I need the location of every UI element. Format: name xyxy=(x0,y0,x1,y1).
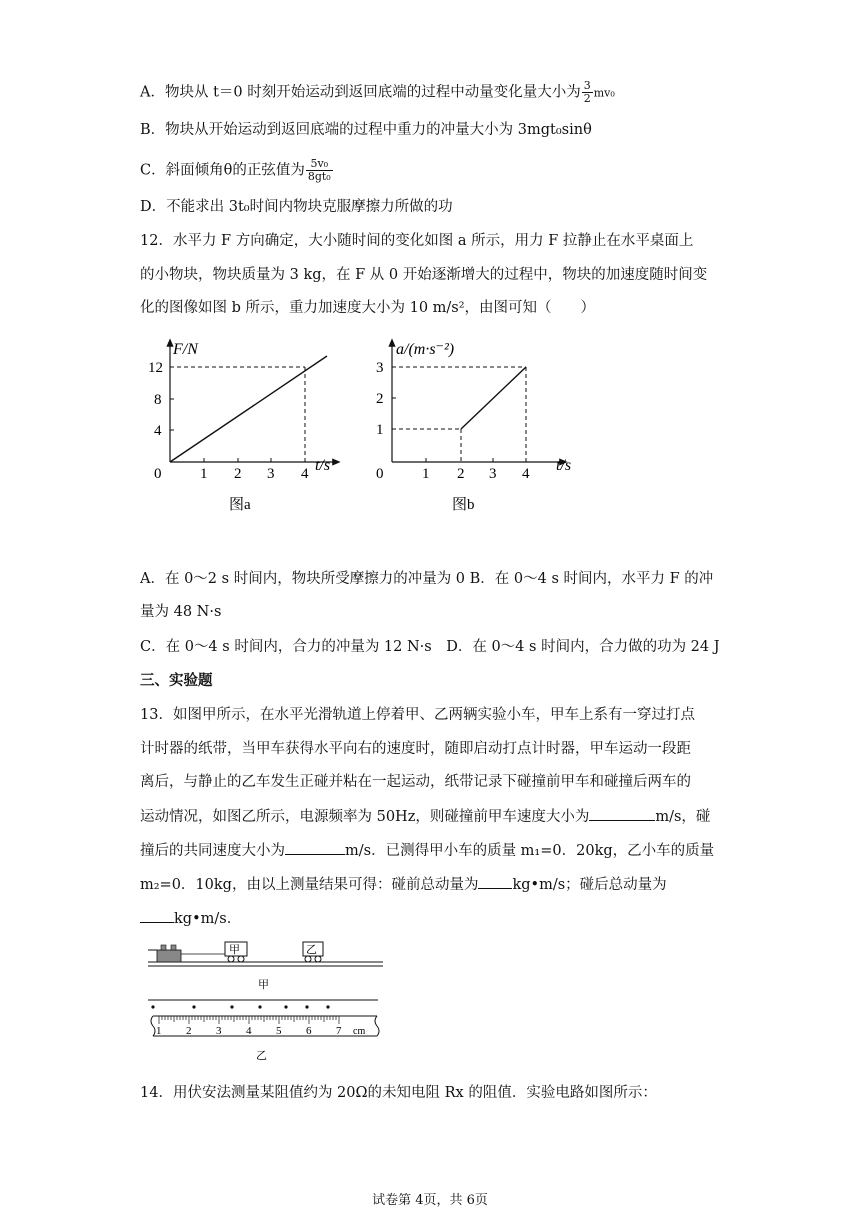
x-tick-marks xyxy=(204,458,271,462)
car-2 xyxy=(303,942,323,962)
figure-a-caption: 图a xyxy=(229,497,251,513)
q11-option-d: D．不能求出 3t₀时间内物块克服摩擦力所做的功 xyxy=(140,199,453,215)
y-tick-label: 4 xyxy=(154,423,162,439)
q13-line-4-text: 运动情况，如图乙所示，电源频率为 50Hz，则碰撞前甲车速度大小为 xyxy=(140,809,590,825)
ruler-tick-label: 5 xyxy=(276,1025,282,1037)
x-tick-label: 4 xyxy=(301,466,309,482)
x-tick-label: 3 xyxy=(489,466,497,482)
ruler-unit: cm xyxy=(353,1026,366,1037)
q13-line-6 xyxy=(140,874,667,895)
q11-option-a xyxy=(140,80,615,105)
x-tick-label: 2 xyxy=(457,466,465,482)
x-tick-marks xyxy=(426,458,493,462)
fraction-denominator: 8gt₀ xyxy=(307,170,331,183)
q13-line-2: 计时器的纸带，当甲车获得水平向右的速度时，随即启动打点计时器，甲车运动一段距 xyxy=(140,741,691,757)
q11-option-a-text: A．物块从 t＝0 时刻开始运动到返回底端的过程中动量变化量大小为 xyxy=(140,84,581,101)
q14-stem: 14．用伏安法测量某阻值约为 20Ω的未知电阻 Rx 的阻值．实验电路如图所示： xyxy=(140,1085,657,1101)
q13-line-4-tail: m/s，碰 xyxy=(655,809,711,825)
origin-label: 0 xyxy=(154,466,162,482)
q13-line-5-text: 撞后的共同速度大小为 xyxy=(140,843,285,859)
fraction xyxy=(306,158,333,183)
q13-line-5 xyxy=(140,840,714,861)
answer-blank-4[interactable] xyxy=(140,908,174,923)
figure-b-caption: 图b xyxy=(452,497,475,513)
q12-stem-line-1: 12．水平力 F 方向确定，大小随时间的变化如图 a 所示，用力 F 拉静止在水平桌面上 xyxy=(140,233,694,249)
fraction-numerator: 3 xyxy=(583,79,591,92)
ruler-tick-label: 2 xyxy=(186,1025,192,1037)
q13-line-1: 13．如图甲所示，在水平光滑轨道上停着甲、乙两辆实验小车，甲车上系有一穿过打点 xyxy=(140,707,695,723)
q13-line-7-text: kg•m/s． xyxy=(174,911,242,927)
ruler-tick-label: 7 xyxy=(336,1025,342,1037)
answer-blank-2[interactable] xyxy=(285,840,345,855)
q11-option-c xyxy=(140,158,334,183)
fraction-numerator: 5v₀ xyxy=(306,158,333,171)
ruler-tick-label: 1 xyxy=(156,1025,162,1037)
car-1 xyxy=(225,942,247,962)
car-1-label: 甲 xyxy=(229,944,240,956)
y-tick-label: 12 xyxy=(148,360,163,376)
ruler xyxy=(151,1016,379,1037)
q11-option-b: B．物块从开始运动到返回底端的过程中重力的冲量大小为 3mgt₀sinθ xyxy=(140,122,592,138)
y-axis-label: a/(m·s⁻²) xyxy=(396,341,455,358)
q12-options-ab: A．在 0～2 s 时间内，物块所受摩擦力的冲量为 0 B．在 0～4 s 时间内，水平力 F 的冲 xyxy=(140,571,714,587)
x-tick-label: 1 xyxy=(200,466,208,482)
x-tick-label: 4 xyxy=(522,466,530,482)
q13-line-6-tail: kg•m/s；碰后总动量为 xyxy=(512,877,667,893)
q13-line-4 xyxy=(140,806,710,827)
figure-a-graph xyxy=(145,338,345,518)
experiment-figure xyxy=(143,936,388,1064)
x-tick-label: 3 xyxy=(267,466,275,482)
y-tick-marks xyxy=(170,399,174,430)
q13-line-7 xyxy=(140,908,241,929)
y-tick-label: 2 xyxy=(376,391,384,407)
force-line xyxy=(170,356,327,462)
ruler-tick-label: 3 xyxy=(216,1025,222,1037)
figure-label-top: 甲 xyxy=(258,979,269,991)
ruler-tick-label: 6 xyxy=(306,1025,312,1037)
x-tick-label: 2 xyxy=(234,466,242,482)
y-tick-label: 1 xyxy=(376,422,384,438)
y-tick-label: 3 xyxy=(376,360,384,376)
q13-line-3: 离后，与静止的乙车发生正碰并粘在一起运动，纸带记录下碰撞前甲车和碰撞后两车的 xyxy=(140,774,691,790)
tape-dots xyxy=(151,1005,329,1008)
fraction-denominator: 2 xyxy=(583,92,591,105)
page-footer: 试卷第 4页，共 6页 xyxy=(372,1193,488,1208)
q12-stem-line-2: 的小物块，物块质量为 3 kg，在 F 从 0 开始逐渐增大的过程中，物块的加速度随时间变 xyxy=(140,267,708,283)
acceleration-line xyxy=(461,367,526,429)
x-axis-label: t/s xyxy=(315,457,331,474)
car-2-label: 乙 xyxy=(306,944,317,956)
q13-line-6-text: m₂=0．10kg，由以上测量结果可得：碰前总动量为 xyxy=(140,877,479,893)
answer-blank-3[interactable] xyxy=(478,874,512,889)
q11-option-c-text: C．斜面倾角θ的正弦值为 xyxy=(140,162,305,179)
q12-options-cd: C．在 0～4 s 时间内，合力的冲量为 12 N·s D．在 0～4 s 时间内，合力做的功为 24 J xyxy=(140,639,720,655)
ruler-tick-label: 4 xyxy=(246,1025,252,1037)
y-axis-label: F/N xyxy=(173,341,198,358)
origin-label: 0 xyxy=(376,466,384,482)
figure-label-bottom: 乙 xyxy=(256,1050,267,1062)
answer-blank-1[interactable] xyxy=(589,806,655,821)
q13-line-5-tail: m/s．已测得甲小车的质量 m₁=0．20kg，乙小车的质量 xyxy=(345,843,715,859)
q12-stem-line-3: 化的图像如图 b 所示，重力加速度大小为 10 m/s²，由图可知（ ） xyxy=(140,300,596,316)
y-tick-label: 8 xyxy=(154,392,162,408)
x-axis-label: t/s xyxy=(556,457,572,474)
figure-b-graph xyxy=(370,338,590,518)
x-tick-label: 1 xyxy=(422,466,430,482)
fraction xyxy=(582,80,593,105)
q11-option-a-tail: mv₀ xyxy=(593,86,615,100)
q12-options-ab-cont: 量为 48 N·s xyxy=(140,604,222,620)
section-heading: 三、实验题 xyxy=(140,673,213,689)
timer-icon xyxy=(148,945,181,962)
